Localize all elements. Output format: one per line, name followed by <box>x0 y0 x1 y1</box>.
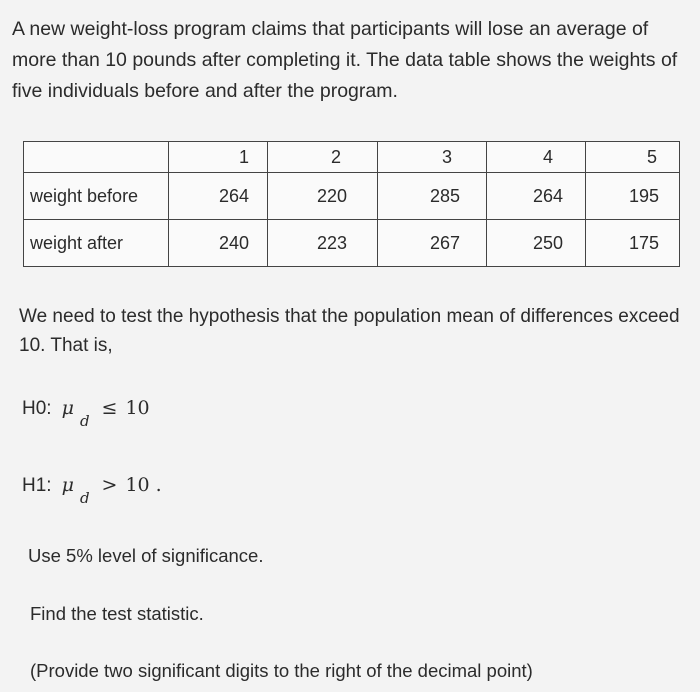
table-row <box>24 220 680 267</box>
table-cell: 220 <box>268 173 378 220</box>
relation-symbol: ≤ <box>101 397 118 419</box>
table-cell: 264 <box>487 173 586 220</box>
table-row <box>24 173 680 220</box>
h0-label: H0: <box>22 398 52 419</box>
problem-intro: A new weight-loss program claims that participants will lose an average of more than 10 pounds after completing it. The data table shows the weights of five individuals before and after the program. <box>12 18 678 102</box>
hypothesis-paragraph: We need to test the hypothesis that the population mean of differences exceed 10. That is, <box>19 306 680 356</box>
table-header-cell: 4 <box>487 142 586 173</box>
h1-label: H1: <box>22 475 52 496</box>
table-header-cell <box>24 142 169 173</box>
table-header-cell: 5 <box>586 142 680 173</box>
table-cell: 240 <box>169 220 268 267</box>
relation-symbol: > <box>101 474 118 496</box>
table-cell: 264 <box>169 173 268 220</box>
hypothesis-value: 10 <box>125 397 150 419</box>
table-cell: 223 <box>268 220 378 267</box>
table-header-cell: 3 <box>378 142 487 173</box>
row-label: weight after <box>24 220 169 267</box>
null-hypothesis <box>22 397 150 430</box>
weight-data-table <box>23 141 680 267</box>
mu-symbol: μ <box>61 474 74 496</box>
table-header-row <box>24 142 680 173</box>
alternative-hypothesis <box>22 474 162 507</box>
subscript-d: d <box>79 412 90 430</box>
table-header-cell: 2 <box>268 142 378 173</box>
table-header-cell: 1 <box>169 142 268 173</box>
answer-note: (Provide two significant digits to the right of the decimal point) <box>30 660 533 681</box>
subscript-d: d <box>79 489 90 507</box>
row-label: weight before <box>24 173 169 220</box>
table-cell: 285 <box>378 173 487 220</box>
table-cell: 267 <box>378 220 487 267</box>
table-cell: 195 <box>586 173 680 220</box>
table-cell: 250 <box>487 220 586 267</box>
question-prompt: Find the test statistic. <box>30 603 204 624</box>
significance-level: Use 5% level of significance. <box>28 545 264 566</box>
table-cell: 175 <box>586 220 680 267</box>
hypothesis-value: 10 . <box>125 474 162 496</box>
mu-symbol: μ <box>61 397 74 419</box>
